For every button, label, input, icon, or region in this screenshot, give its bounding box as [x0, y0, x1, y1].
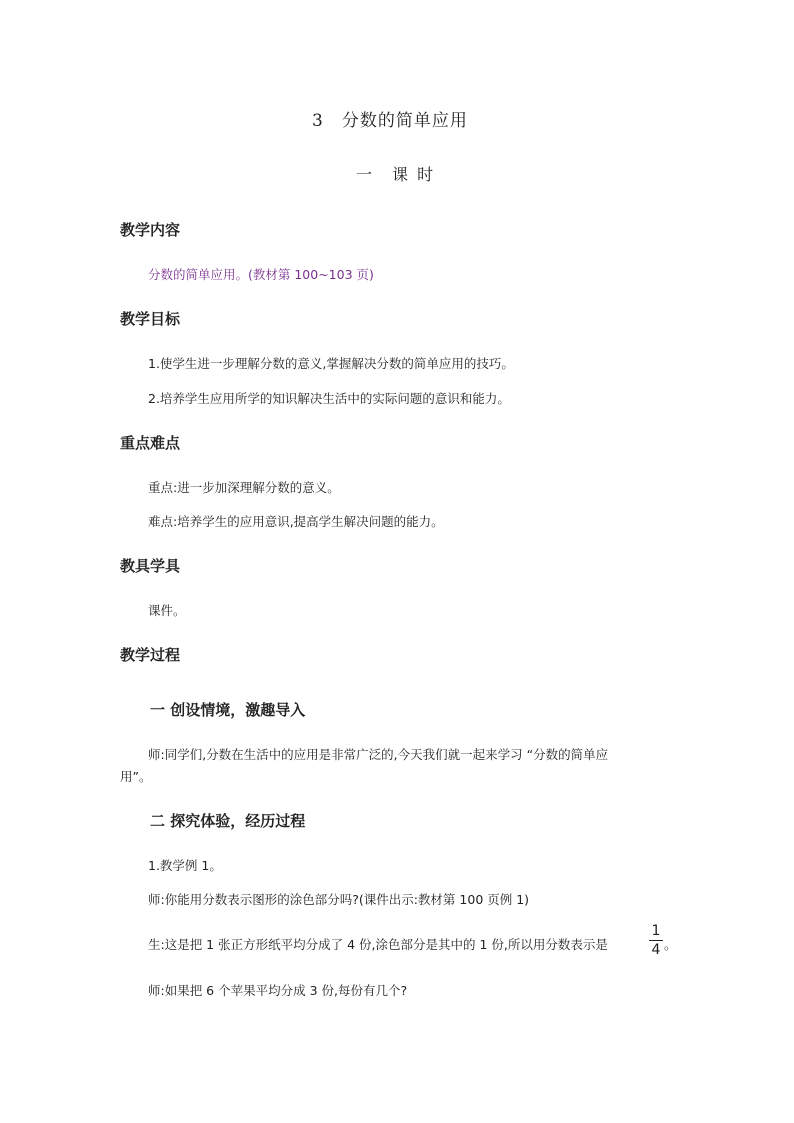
example-1-label: 1.教学例 1。: [148, 858, 222, 873]
fraction-numerator: 1: [651, 923, 661, 939]
fraction-bar: [649, 940, 663, 941]
section-heading-content: 教学内容: [120, 221, 181, 239]
teacher-question-1: 师:你能用分数表示图形的涂色部分吗?(课件出示:教材第 100 页例 1): [148, 892, 530, 907]
fraction-denominator: 4: [651, 942, 661, 958]
section-heading-tools: 教具学具: [120, 557, 181, 575]
student-answer-1: 生:这是把 1 张正方形纸平均分成了 4 份,涂色部分是其中的 1 份,所以用分数表示是: [148, 937, 608, 952]
content-text: 分数的简单应用。(教材第 100~103 页): [148, 267, 374, 282]
tools-text: 课件。: [148, 603, 186, 618]
part1-paragraph-line1: 师:同学们,分数在生活中的应用是非常广泛的,今天我们就一起来学习 “分数的简单应: [148, 747, 609, 762]
goal-item-1: 1.使学生进一步理解分数的意义,掌握解决分数的简单应用的技巧。: [148, 356, 514, 371]
section-heading-goals: 教学目标: [120, 310, 181, 328]
difficult-point: 难点:培养学生的应用意识,提高学生解决问题的能力。: [148, 514, 444, 529]
teacher-question-2: 师:如果把 6 个苹果平均分成 3 份,每份有几个?: [148, 983, 408, 998]
key-point: 重点:进一步加深理解分数的意义。: [148, 480, 340, 495]
answer-period: 。: [664, 937, 677, 952]
page-title: 3 分数的简单应用: [312, 111, 468, 131]
lesson-subtitle: 一 课 时: [356, 165, 436, 184]
part1-paragraph-line2: 用”。: [120, 769, 152, 784]
section-heading-key: 重点难点: [120, 434, 181, 452]
section-heading-process: 教学过程: [120, 646, 181, 664]
process-part1-heading: 一 创设情境，激趣导入: [150, 701, 306, 719]
process-part2-heading: 二 探究体验，经历过程: [150, 812, 306, 830]
goal-item-2: 2.培养学生应用所学的知识解决生活中的实际问题的意识和能力。: [148, 391, 510, 406]
fraction-one-quarter: [649, 923, 663, 958]
